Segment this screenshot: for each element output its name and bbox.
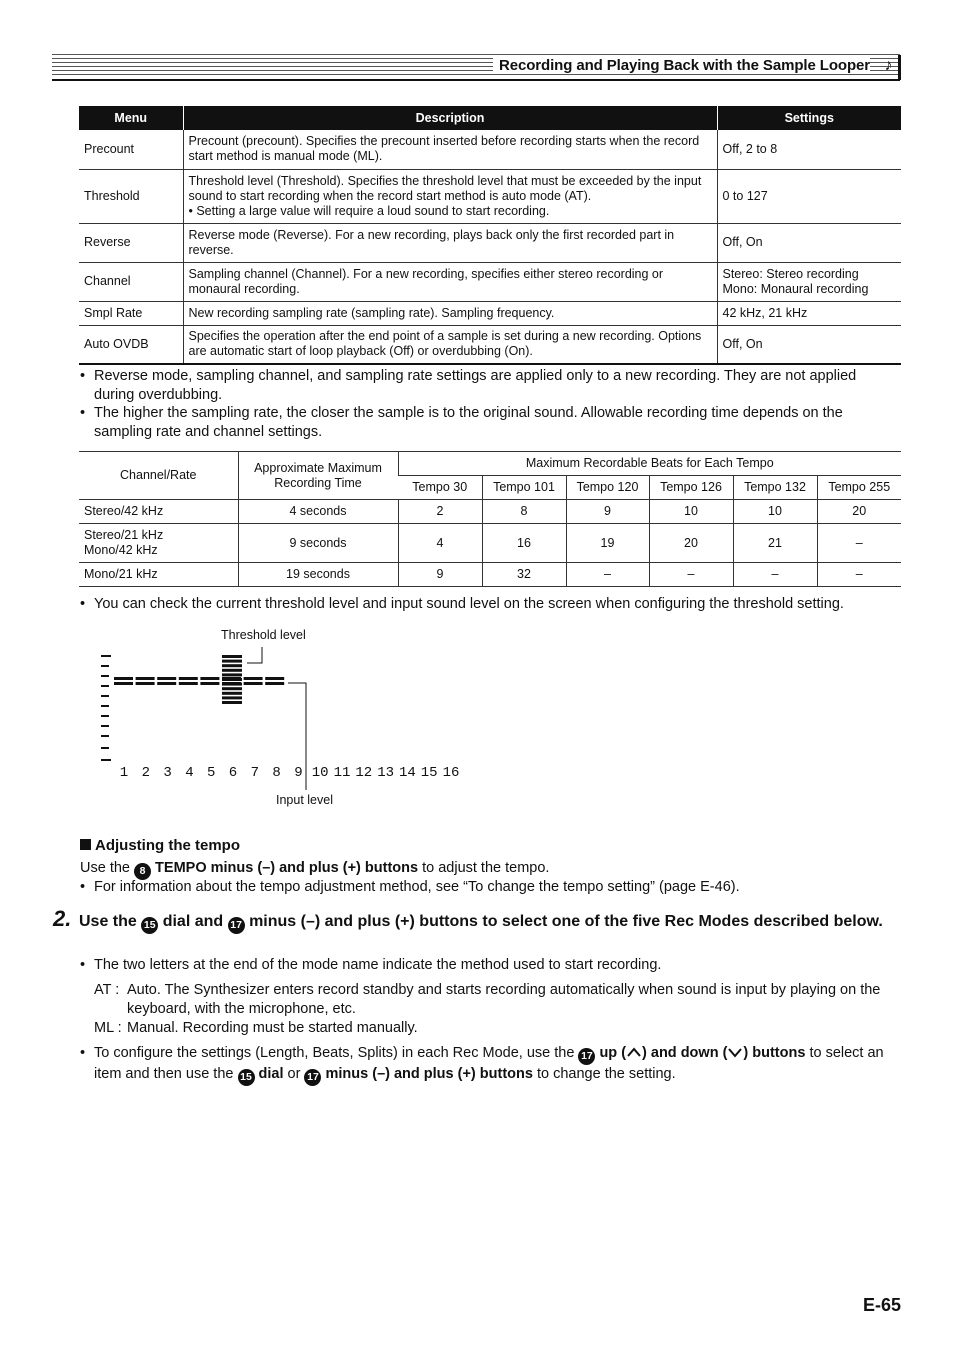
menu-settings-table (79, 106, 901, 365)
threshold-dash (136, 677, 155, 680)
beats-cell: 10 (649, 500, 733, 524)
input-level-bar-segment (222, 673, 242, 676)
beats-cell: 9 (566, 500, 649, 524)
step-heading (79, 910, 899, 934)
threshold-dash (244, 682, 263, 685)
tempo-instruction (80, 859, 549, 880)
button-number-17-icon: 17 (578, 1048, 595, 1065)
menu-cell: Channel (79, 262, 183, 301)
text-span: to change the setting. (536, 1066, 676, 1082)
threshold-level-label: Threshold level (221, 628, 306, 642)
music-note-icon: ♪ (879, 55, 901, 80)
col-header-time: Approximate Maximum Recording Time (238, 452, 398, 500)
input-level-bar-segment (222, 692, 242, 695)
button-number-17-icon: 17 (304, 1069, 321, 1086)
col-header-menu: Menu (79, 106, 183, 130)
description-cell: Precount (precount). Specifies the precount inserted before recording starts when the record start method is manual mode (ML). (183, 130, 717, 169)
table-row (79, 563, 901, 587)
description-note: • Setting a large value will require a loud sound to start recording. (188, 203, 550, 218)
menu-cell: Precount (79, 130, 183, 169)
button-number-17-icon: 17 (228, 917, 245, 934)
button-number-15-icon: 15 (238, 1069, 255, 1086)
beats-cell: 16 (482, 524, 566, 563)
table-row (79, 500, 901, 524)
threshold-dash (114, 682, 133, 685)
text-span: ) and down ( (642, 1045, 728, 1061)
section-heading (80, 837, 240, 854)
bullet-text: The higher the sampling rate, the closer the sample is to the original sound. Allowable recording time depends on the sampling rate and channel settings. (94, 405, 843, 440)
bullet-text: The two letters at the end of the mode name indicate the method used to start recording. (94, 957, 662, 973)
col-header-channel: Channel/Rate (79, 452, 238, 500)
table-row (79, 325, 901, 364)
scale-tick (101, 705, 109, 707)
tempo-header: Tempo 101 (482, 476, 566, 500)
scale-tick (101, 695, 109, 697)
settings-cell: 0 to 127 (717, 169, 901, 223)
bullet-text: You can check the current threshold level and input sound level on the screen when configuring the threshold setting. (94, 596, 844, 612)
menu-cell: Smpl Rate (79, 301, 183, 325)
beats-cell: 8 (482, 500, 566, 524)
threshold-dash (136, 682, 155, 685)
threshold-dash (244, 677, 263, 680)
input-level-bar-segment (222, 696, 242, 699)
scale-tick (101, 665, 109, 667)
input-level-bar-segment (222, 678, 242, 681)
col-header-group: Maximum Recordable Beats for Each Tempo (398, 452, 901, 476)
column-number: 9 (294, 765, 303, 781)
channel-line: Mono/42 kHz (84, 543, 158, 557)
table-row (79, 169, 901, 223)
text-span: dial (258, 1066, 284, 1082)
threshold-dash (157, 682, 176, 685)
scale-tick (101, 725, 109, 727)
chevron-up-icon (626, 1046, 642, 1058)
threshold-dash (157, 677, 176, 680)
channel-cell: Stereo/42 kHz (79, 500, 238, 524)
settings-cell (717, 262, 901, 301)
tempo-header: Tempo 30 (398, 476, 482, 500)
tempo-header: Tempo 255 (817, 476, 901, 500)
threshold-dash (200, 677, 219, 680)
channel-line: Stereo/21 kHz (84, 528, 164, 542)
column-number: 6 (228, 765, 238, 781)
text-span: to adjust the tempo. (422, 860, 550, 876)
col-header-settings: Settings (717, 106, 901, 130)
mode-desc-at: Auto. The Synthesizer enters record standby and starts recording automatically when sound is input by playing on the keyboard, with the microphone, etc. (127, 982, 881, 1017)
threshold-dash (265, 677, 284, 680)
description-cell (183, 169, 717, 223)
column-number: 16 (442, 765, 460, 781)
beats-cell: 10 (733, 500, 817, 524)
column-number: 13 (377, 765, 395, 781)
menu-cell: Auto OVDB (79, 325, 183, 364)
text-span: or (287, 1066, 301, 1082)
description-cell: Sampling channel (Channel). For a new recording, specifies either stereo recording or monaural recording. (183, 262, 717, 301)
time-cell: 19 seconds (238, 563, 398, 587)
beats-cell: – (566, 563, 649, 587)
channel-cell (79, 524, 238, 563)
threshold-dash (265, 682, 284, 685)
input-level-bar-segment (222, 669, 242, 672)
threshold-dash (179, 677, 198, 680)
scale-tick (101, 675, 109, 677)
text-span: up ( (599, 1045, 627, 1061)
beats-cell: 19 (566, 524, 649, 563)
bullet-item: • The higher the sampling rate, the closer the sample is to the original sound. Allowable recording time depends on the sampling rate and channel settings. (80, 405, 843, 440)
channel-cell: Mono/21 kHz (79, 563, 238, 587)
bullet-item: • Reverse mode, sampling channel, and sampling rate settings are applied only to a new recording. They are not applied during overdubbing. (80, 368, 857, 403)
text-span: Use the (80, 860, 130, 876)
table-row (79, 262, 901, 301)
beats-cell: 20 (649, 524, 733, 563)
bullet-item: • You can check the current threshold level and input sound level on the screen when configuring the threshold setting. (80, 596, 844, 612)
mode-code-at: AT : (94, 982, 120, 998)
text-span: dial and (162, 913, 224, 930)
page-number: E-65 (862, 1295, 901, 1315)
table-header-row (79, 106, 901, 130)
text-span: Use the (79, 913, 137, 930)
text-span: To configure the settings (Length, Beats, Splits) in each Rec Mode, use the (94, 1045, 575, 1061)
threshold-leader-line (247, 647, 262, 663)
input-level-bar-segment (222, 701, 242, 704)
input-level-bar-segment (222, 660, 242, 663)
threshold-dash (114, 677, 133, 680)
button-number-8-icon: 8 (134, 863, 151, 880)
settings-cell: Off, 2 to 8 (717, 130, 901, 169)
description-text: Threshold level (Threshold). Specifies the threshold level that must be exceeded by the input sound to start recording when the record start method is auto mode (AT). (188, 173, 702, 203)
column-number: 11 (333, 765, 351, 781)
settings-line: Mono: Monaural recording (722, 281, 869, 296)
scale-tick (101, 715, 109, 717)
beats-cell: 20 (817, 500, 901, 524)
beats-cell: – (817, 563, 901, 587)
menu-cell: Reverse (79, 223, 183, 262)
table-row (79, 130, 901, 169)
input-level-bar-segment (222, 687, 242, 690)
settings-cell: 42 kHz, 21 kHz (717, 301, 901, 325)
mode-code-ml: ML : (94, 1020, 122, 1036)
bullet-text: For information about the tempo adjustment method, see “To change the tempo setting” (page E-46). (94, 879, 740, 895)
threshold-dash (200, 682, 219, 685)
table-header-row (79, 452, 901, 476)
input-level-bar-segment (222, 664, 242, 667)
settings-line: Stereo: Stereo recording (722, 266, 859, 281)
section-title: Adjusting the tempo (95, 837, 240, 854)
table-row (79, 524, 901, 563)
text-span: ) buttons (743, 1045, 806, 1061)
scale-tick (101, 685, 109, 687)
beats-cell: 32 (482, 563, 566, 587)
tempo-header: Tempo 126 (649, 476, 733, 500)
chevron-down-icon (727, 1046, 743, 1058)
beats-cell: 21 (733, 524, 817, 563)
description-cell: Reverse mode (Reverse). For a new recording, plays back only the first recorded part in reverse. (183, 223, 717, 262)
column-number: 3 (163, 765, 172, 781)
column-number: 10 (311, 765, 329, 781)
description-cell: New recording sampling rate (sampling rate). Sampling frequency. (183, 301, 717, 325)
threshold-dash (179, 682, 198, 685)
scale-tick (101, 735, 109, 737)
level-meter-diagram (96, 625, 466, 815)
beats-cell: – (817, 524, 901, 563)
settings-cell: Off, On (717, 325, 901, 364)
column-number: 5 (206, 765, 216, 781)
beats-cell: 9 (398, 563, 482, 587)
tempo-header: Tempo 132 (733, 476, 817, 500)
header-title: Recording and Playing Back with the Sample Looper (493, 57, 870, 74)
column-number: 12 (355, 765, 373, 781)
table-row (79, 223, 901, 262)
input-level-bar-segment (222, 683, 242, 686)
square-bullet-icon (80, 839, 91, 850)
description-cell: Specifies the operation after the end point of a sample is set during a new recording. Options are automatic start of loop playback (Off) or overdubbing (On). (183, 325, 717, 364)
time-cell: 4 seconds (238, 500, 398, 524)
column-number: 14 (398, 765, 416, 781)
bullet-item: • The two letters at the end of the mode name indicate the method used to start recording. (80, 957, 662, 973)
text-span: minus (–) and plus (+) buttons (325, 1066, 533, 1082)
scale-tick (101, 747, 109, 749)
column-number: 8 (272, 765, 281, 781)
column-number: 15 (420, 765, 438, 781)
column-number: 7 (250, 765, 260, 781)
recordable-beats-table (79, 451, 901, 587)
beats-cell: 4 (398, 524, 482, 563)
col-header-description: Description (183, 106, 717, 130)
text-span: minus (–) and plus (+) buttons to select one of the five Rec Modes described below. (249, 913, 883, 930)
level-meter-svg (96, 625, 466, 815)
tempo-buttons-label: TEMPO minus (–) and plus (+) buttons (155, 860, 419, 876)
button-number-15-icon: 15 (141, 917, 158, 934)
bullet-text: Reverse mode, sampling channel, and sampling rate settings are applied only to a new recording. They are not applied during overdubbing. (94, 368, 857, 403)
scale-tick (101, 759, 111, 761)
input-level-label: Input level (276, 793, 333, 807)
scale-tick (101, 655, 111, 657)
beats-cell: – (733, 563, 817, 587)
column-number: 1 (119, 765, 129, 781)
table-row (79, 301, 901, 325)
input-level-bar-segment (222, 655, 242, 658)
bullet-item: • To configure the settings (Length, Beats, Splits) in each Rec Mode, use the 17 up ( ) and down ( ) buttons to select an item and then use the 15 dial or 17 minus (–) and plus (+) buttons to change the setting. (80, 1044, 900, 1086)
bullet-item: • For information about the tempo adjustment method, see “To change the tempo setting” (page E-46). (80, 879, 740, 895)
beats-cell: 2 (398, 500, 482, 524)
mode-desc-ml: Manual. Recording must be started manually. (127, 1020, 418, 1036)
menu-cell: Threshold (79, 169, 183, 223)
text-span: to select an item and then use the (94, 1045, 884, 1082)
time-cell: 9 seconds (238, 524, 398, 563)
settings-cell: Off, On (717, 223, 901, 262)
column-number: 4 (185, 765, 194, 781)
tempo-header: Tempo 120 (566, 476, 649, 500)
step-number: 2. (53, 906, 72, 931)
column-number: 2 (141, 765, 151, 781)
beats-cell: – (649, 563, 733, 587)
